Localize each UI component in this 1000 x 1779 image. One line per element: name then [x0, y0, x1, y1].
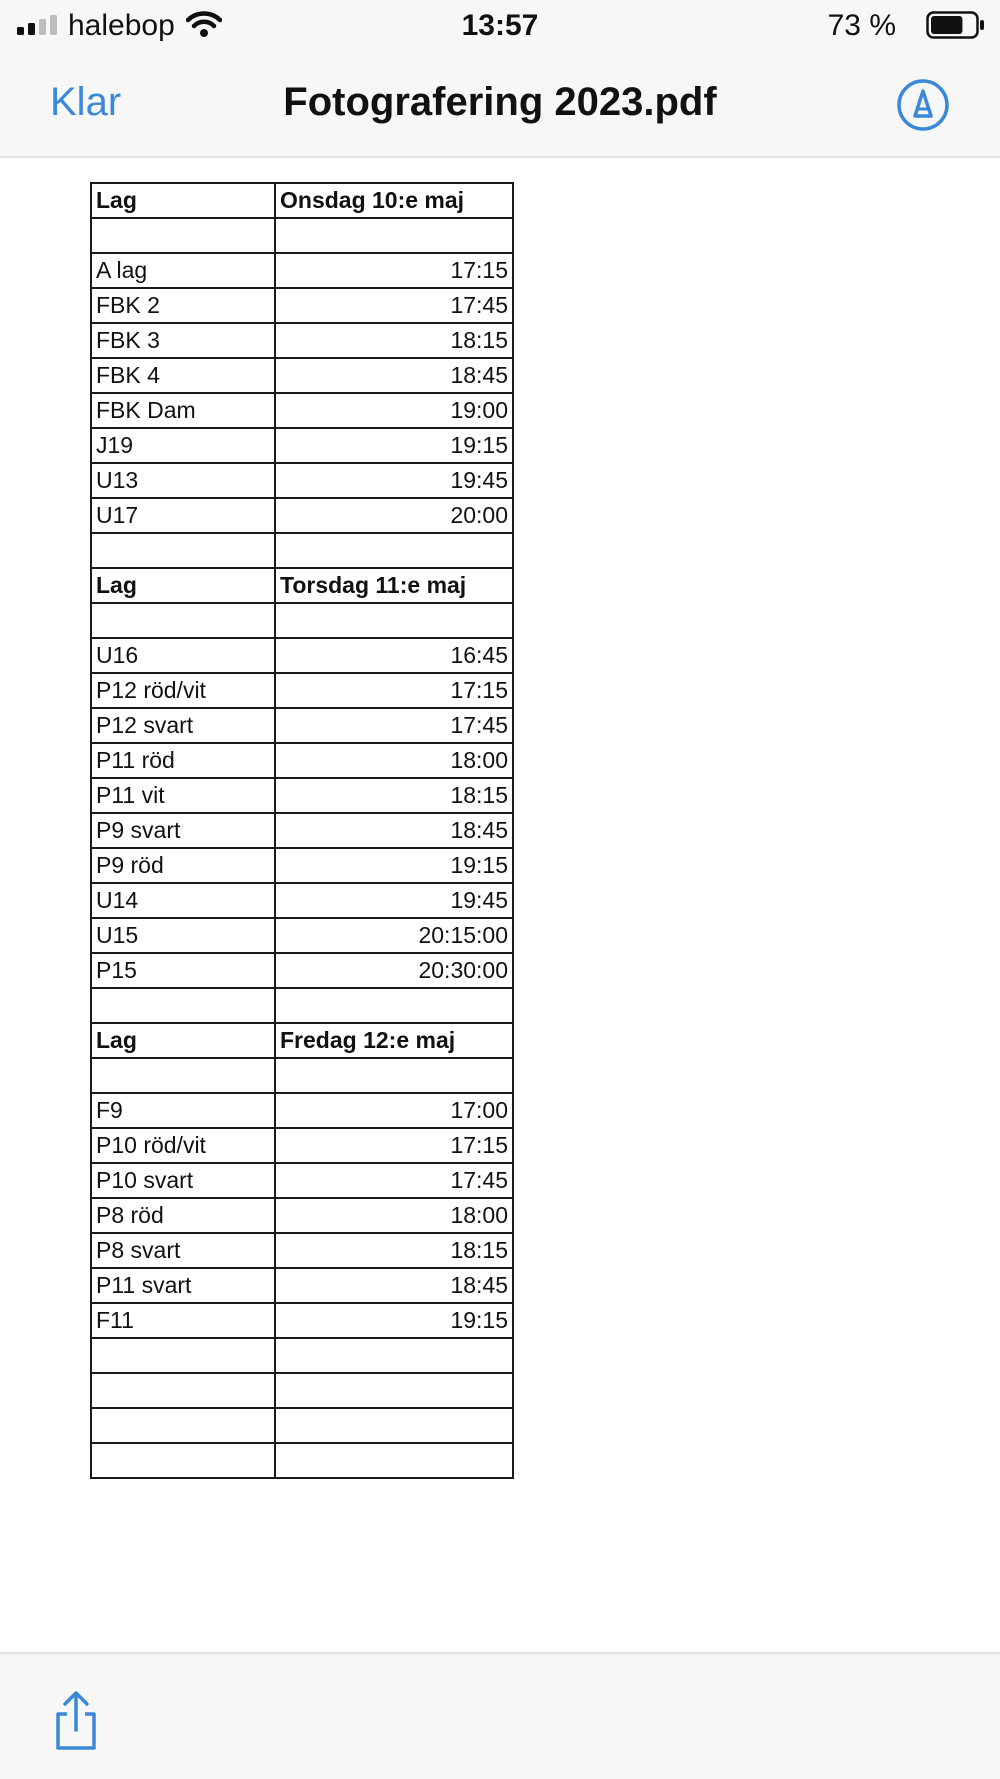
team-cell — [91, 988, 275, 1023]
time-cell: 17:45 — [275, 1163, 513, 1198]
time-cell — [275, 1408, 513, 1443]
table-row — [91, 1233, 513, 1268]
time-cell: 18:15 — [275, 778, 513, 813]
markup-pen-icon[interactable] — [896, 78, 950, 132]
time-cell: 20:15:00 — [275, 918, 513, 953]
table-row — [91, 393, 513, 428]
table-header-row — [91, 568, 513, 603]
time-cell: 18:45 — [275, 813, 513, 848]
status-bar — [0, 0, 1000, 52]
team-cell: P12 svart — [91, 708, 275, 743]
table-row — [91, 603, 513, 638]
team-cell — [91, 1058, 275, 1093]
time-cell: 18:00 — [275, 743, 513, 778]
done-button[interactable]: Klar — [50, 80, 122, 124]
team-cell: P11 vit — [91, 778, 275, 813]
table-row — [91, 1373, 513, 1408]
team-cell — [91, 533, 275, 568]
team-cell — [91, 218, 275, 253]
team-cell: U17 — [91, 498, 275, 533]
team-cell: P9 svart — [91, 813, 275, 848]
team-cell: F9 — [91, 1093, 275, 1128]
time-cell: 19:45 — [275, 883, 513, 918]
day-cell: Fredag 12:e maj — [275, 1023, 513, 1058]
pdf-page[interactable] — [0, 158, 1000, 1652]
table-row — [91, 463, 513, 498]
table-row — [91, 1128, 513, 1163]
team-cell: P11 svart — [91, 1268, 275, 1303]
time-cell — [275, 218, 513, 253]
table-row — [91, 638, 513, 673]
battery-percentage: 73 % — [827, 9, 896, 42]
team-cell: P11 röd — [91, 743, 275, 778]
time-cell: 16:45 — [275, 638, 513, 673]
time-cell: 17:15 — [275, 1128, 513, 1163]
table-row — [91, 1198, 513, 1233]
battery-level-fill — [931, 16, 962, 34]
carrier-name: halebop — [68, 9, 175, 42]
time-cell: 19:15 — [275, 428, 513, 463]
time-cell: 17:45 — [275, 288, 513, 323]
team-cell: U16 — [91, 638, 275, 673]
table-row — [91, 743, 513, 778]
time-cell: 18:45 — [275, 1268, 513, 1303]
team-cell: FBK 3 — [91, 323, 275, 358]
schedule-table — [90, 182, 514, 1479]
table-row — [91, 1303, 513, 1338]
team-cell: U15 — [91, 918, 275, 953]
table-row — [91, 1058, 513, 1093]
team-cell: FBK 2 — [91, 288, 275, 323]
table-row — [91, 778, 513, 813]
table-row — [91, 1338, 513, 1373]
table-header-row — [91, 1023, 513, 1058]
team-cell — [91, 1443, 275, 1478]
team-cell — [91, 1408, 275, 1443]
table-row — [91, 323, 513, 358]
team-cell — [91, 603, 275, 638]
table-row — [91, 1408, 513, 1443]
table-row — [91, 988, 513, 1023]
team-cell: U14 — [91, 883, 275, 918]
time-cell — [275, 1443, 513, 1478]
team-cell: FBK 4 — [91, 358, 275, 393]
team-cell — [91, 1338, 275, 1373]
table-row — [91, 533, 513, 568]
time-cell: 18:15 — [275, 1233, 513, 1268]
team-cell — [91, 1373, 275, 1408]
team-cell: P8 röd — [91, 1198, 275, 1233]
table-row — [91, 673, 513, 708]
time-cell: 17:45 — [275, 708, 513, 743]
table-row — [91, 883, 513, 918]
table-row — [91, 288, 513, 323]
team-cell: Lag — [91, 183, 275, 218]
team-cell: FBK Dam — [91, 393, 275, 428]
table-row — [91, 253, 513, 288]
table-row — [91, 813, 513, 848]
time-cell: 18:00 — [275, 1198, 513, 1233]
document-title: Fotografering 2023.pdf — [283, 80, 717, 124]
time-cell: 18:45 — [275, 358, 513, 393]
time-cell: 17:15 — [275, 673, 513, 708]
team-cell: P9 röd — [91, 848, 275, 883]
table-row — [91, 1163, 513, 1198]
time-cell: 19:15 — [275, 848, 513, 883]
time-cell: 19:45 — [275, 463, 513, 498]
team-cell: U13 — [91, 463, 275, 498]
team-cell: J19 — [91, 428, 275, 463]
team-cell: Lag — [91, 568, 275, 603]
table-row — [91, 498, 513, 533]
table-row — [91, 428, 513, 463]
team-cell: Lag — [91, 1023, 275, 1058]
table-row — [91, 953, 513, 988]
team-cell: P12 röd/vit — [91, 673, 275, 708]
team-cell: F11 — [91, 1303, 275, 1338]
table-row — [91, 1093, 513, 1128]
day-cell: Torsdag 11:e maj — [275, 568, 513, 603]
bottom-toolbar — [0, 1652, 1000, 1779]
table-row — [91, 218, 513, 253]
time-cell: 19:00 — [275, 393, 513, 428]
team-cell: A lag — [91, 253, 275, 288]
battery-icon — [926, 11, 986, 39]
table-row — [91, 918, 513, 953]
table-row — [91, 1268, 513, 1303]
table-row — [91, 358, 513, 393]
table-row — [91, 708, 513, 743]
share-icon[interactable] — [50, 1690, 102, 1752]
team-cell: P8 svart — [91, 1233, 275, 1268]
navigation-bar — [0, 52, 1000, 158]
time-cell: 19:15 — [275, 1303, 513, 1338]
table-header-row — [91, 183, 513, 218]
table-row — [91, 848, 513, 883]
time-cell: 17:15 — [275, 253, 513, 288]
time-cell — [275, 988, 513, 1023]
team-cell: P15 — [91, 953, 275, 988]
time-cell: 18:15 — [275, 323, 513, 358]
time-cell — [275, 1373, 513, 1408]
time-cell — [275, 1058, 513, 1093]
time-cell — [275, 1338, 513, 1373]
team-cell: P10 svart — [91, 1163, 275, 1198]
time-cell — [275, 533, 513, 568]
time-cell — [275, 603, 513, 638]
time-cell: 20:30:00 — [275, 953, 513, 988]
day-cell: Onsdag 10:e maj — [275, 183, 513, 218]
team-cell: P10 röd/vit — [91, 1128, 275, 1163]
time-cell: 17:00 — [275, 1093, 513, 1128]
status-clock: 13:57 — [461, 9, 539, 42]
time-cell: 20:00 — [275, 498, 513, 533]
table-row — [91, 1443, 513, 1478]
